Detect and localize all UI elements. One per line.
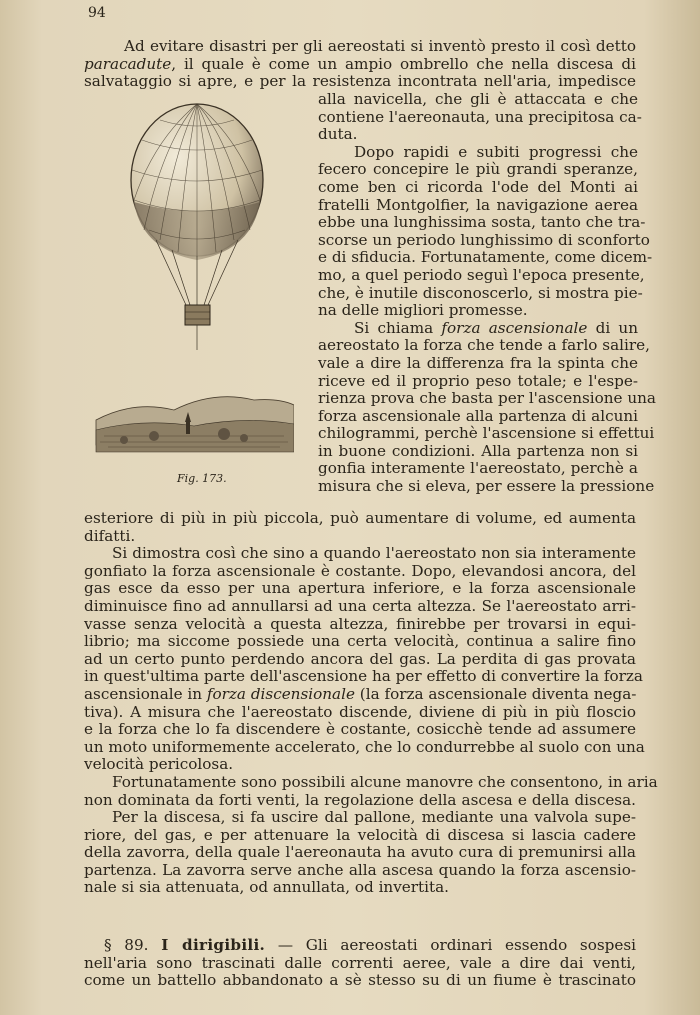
text-line: aereostato la forza che tende a farlo salire, [318, 336, 650, 355]
text-line: diminuisce fino ad annullarsi ad una certa altezza. Se l'aereostato arri- [84, 596, 636, 615]
text-line: paracadute, il quale è come un ampio ombrello che nella discesa di [84, 54, 636, 73]
text-line: riore, del gas, e per attenuare la velocità di discesa si lascia cadere [84, 825, 636, 844]
text-line: na delle migliori promesse. [318, 301, 528, 320]
text-line: riceve ed il proprio peso totale; e l'espe- [318, 371, 638, 390]
text-line: Per la discesa, si fa uscire dal pallone, mediante una valvola supe- [112, 808, 636, 827]
text-line: non dominata da forti venti, la regolazione della ascesa e della discesa. [84, 790, 636, 809]
text-line: salvataggio si apre, e per la resistenza incontrata nell'aria, impedisce [84, 72, 636, 91]
figure-caption: Fig. 173. [177, 472, 227, 485]
text-line: Dopo rapidi e subiti progressi che [354, 142, 638, 161]
text-line: che, è inutile disconoscerlo, si mostra pie- [318, 283, 643, 302]
text-line: ascensionale in forza discensionale (la forza ascensionale diventa nega- [84, 684, 637, 703]
text-line: librio; ma siccome possiede una certa velocità, continua a salire fino [84, 632, 636, 651]
text-line: Si chiama forza ascensionale di un [354, 318, 638, 337]
text-line: gonfiato la forza ascensionale è costante. Dopo, elevandosi ancora, del [84, 561, 636, 580]
text-line: nale si sia attenuata, od annullata, od invertita. [84, 878, 449, 897]
side-column [318, 90, 656, 496]
balloon-illustration [94, 100, 294, 500]
text-line: in quest'ultima parte dell'ascensione ha per effetto di convertire la forza [84, 667, 643, 686]
text-line: alla navicella, che gli è attaccata e che [318, 90, 638, 108]
text-line: come ben ci ricorda l'ode del Monti ai [318, 177, 638, 196]
text-line: ebbe una lunghissima sosta, tanto che tra- [318, 213, 646, 232]
page-number: 94 [88, 5, 106, 21]
text-line: Ad evitare disastri per gli aereostati si inventò presto il così detto [124, 37, 636, 55]
text-line: e la forza che lo fa discendere è costante, cosicchè tende ad assumere [84, 720, 636, 739]
text-line: chilogrammi, perchè l'ascensione si effettui [318, 424, 655, 443]
text-line: Fortunatamente sono possibili alcune manovre che consentono, in aria [112, 772, 658, 791]
text-line: duta. [318, 125, 358, 144]
text-line: un moto uniformemente accelerato, che lo condurrebbe al suolo con una [84, 737, 645, 756]
text-line: come un battello abbandonato a sè stesso su di un fiume è trascinato [84, 971, 636, 990]
text-line: difatti. [84, 526, 136, 545]
text-line: misura che si eleva, per essere la pressione [318, 477, 655, 496]
section-first-line [84, 937, 636, 955]
intro-paragraph [84, 38, 636, 91]
text-line: partenza. La zavorra serve anche alla ascesa quando la forza ascensio- [84, 860, 636, 879]
text-line: forza ascensionale alla partenza di alcuni [318, 406, 638, 425]
section-89 [84, 937, 636, 990]
section-text: — Gli aereostati ordinari essendo sospesi [277, 936, 637, 954]
text-line: fecero concepire le più grandi speranze, [318, 160, 638, 179]
section-number: § 89. [104, 936, 149, 954]
text-line: fratelli Montgolfier, la navigazione aerea [318, 195, 638, 214]
text-line: e di sfiducia. Fortunatamente, come dicem- [318, 248, 653, 267]
body-text [84, 509, 658, 897]
text-line: in buone condizioni. Alla partenza non si [318, 441, 638, 460]
text-line: scorse un periodo lunghissimo di sconforto [318, 230, 650, 249]
text-line: tiva). A misura che l'aereostato discende, diviene di più in più floscio [84, 702, 636, 721]
text-line: vasse senza velocità a questa altezza, finirebbe per trovarsi in equi- [84, 614, 636, 633]
text-line: ad un certo punto perdendo ancora del gas. La perdita di gas provata [84, 649, 636, 668]
text-line: nell'aria sono trascinati dalle correnti aeree, vale a dire dai venti, [84, 953, 636, 972]
section-title: I dirigibili. [161, 936, 266, 954]
text-line: contiene l'aereonauta, una precipitosa ca- [318, 107, 642, 126]
text-line: Si dimostra così che sino a quando l'aereostato non sia interamente [112, 544, 636, 563]
text-line: mo, a quel periodo seguì l'epoca presente, [318, 265, 645, 284]
text-line: esteriore di più in più piccola, può aumentare di volume, ed aumenta [84, 509, 636, 527]
text-line: gonfia interamente l'aereostato, perchè a [318, 459, 638, 478]
text-line: velocità pericolosa. [84, 755, 234, 774]
text-line: gas esce da esso per una apertura inferiore, e la forza ascensionale [84, 579, 636, 598]
text-line: della zavorra, della quale l'aereonauta ha avuto cura di premunirsi alla [84, 843, 636, 862]
text-line: rienza prova che basta per l'ascensione una [318, 389, 656, 408]
text-line: vale a dire la differenza fra la spinta che [318, 353, 638, 372]
